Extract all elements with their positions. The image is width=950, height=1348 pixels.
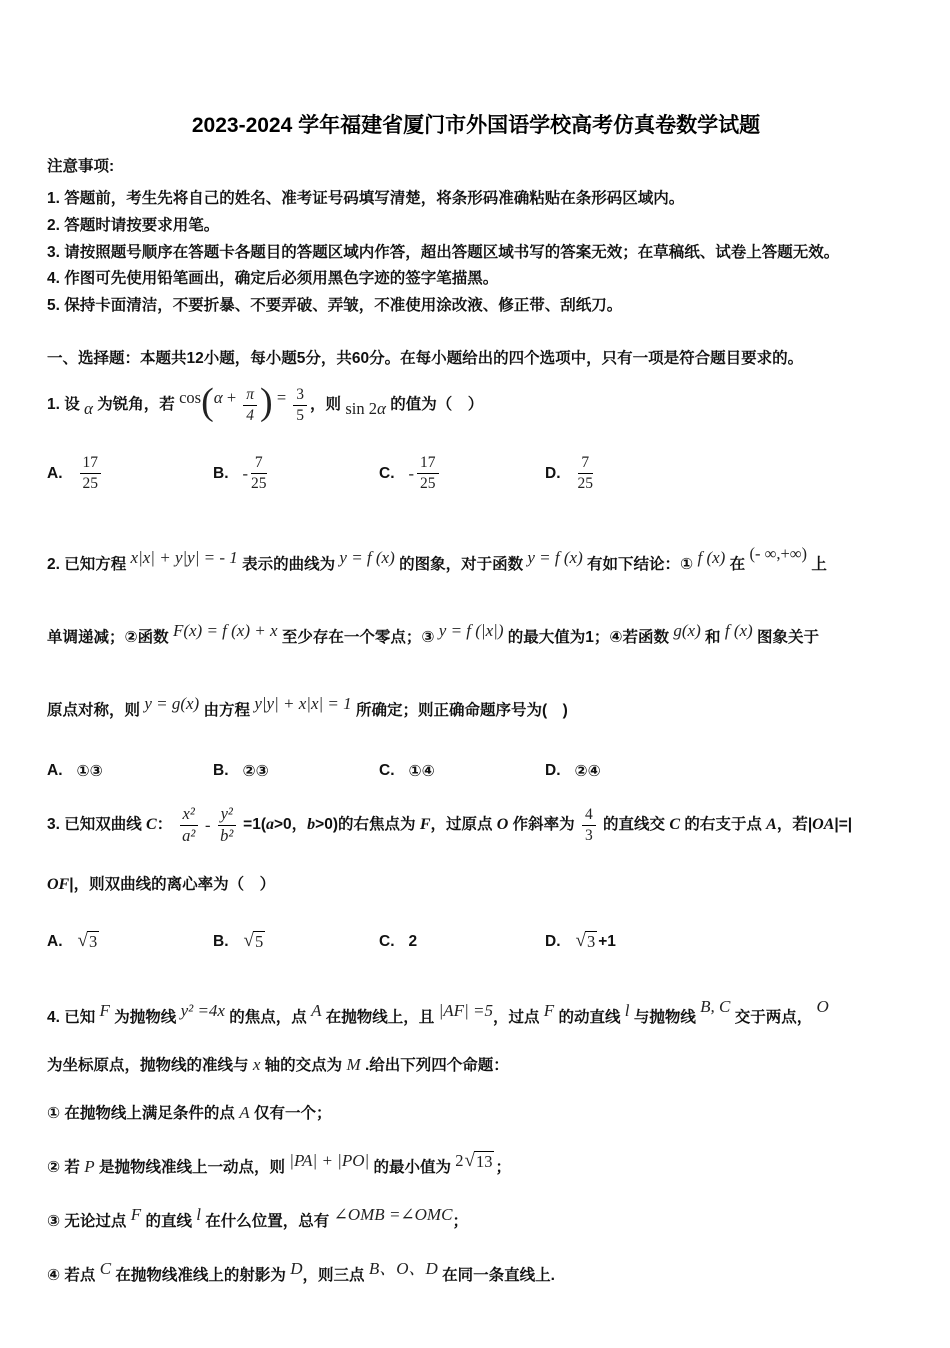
math-bold-variable: OA [812, 815, 835, 833]
text-segment: 交于两点， [730, 1008, 817, 1026]
question-line [47, 1098, 905, 1129]
math-bold-variable: OF [47, 875, 70, 893]
math-roman-segment: - [242, 463, 248, 483]
text-segment: 轴的交点为 [260, 1056, 347, 1074]
text-segment: 的最小值为 [369, 1158, 456, 1176]
option-label: B. [213, 464, 229, 482]
math-sqrt [244, 931, 266, 953]
math-italic-segment: |PA| + |PO| [289, 1150, 370, 1170]
option [545, 762, 601, 781]
fraction-numerator: 7 [578, 454, 594, 474]
text-segment: |，则双曲线的离心率为（ ） [69, 875, 276, 893]
text-segment: ① 在抛物线上满足条件的点 [47, 1104, 240, 1122]
math-fraction [243, 386, 257, 425]
option-label: B. [213, 932, 229, 950]
text-segment: 在同一条直线上. [437, 1266, 555, 1284]
fraction-numerator: π [243, 386, 257, 406]
math-fraction [251, 454, 267, 493]
text-segment: 在 [725, 555, 750, 573]
options-row [47, 922, 905, 962]
math-italic-segment: B, C [700, 996, 731, 1016]
question-line [47, 539, 905, 580]
math-italic-segment: x|x| + y|y| = - 1 [130, 547, 238, 567]
fraction-denominator: 4 [246, 406, 255, 424]
math-italic-segment: x [252, 1054, 261, 1074]
math-italic-segment: α [376, 398, 386, 418]
question-line [47, 616, 905, 653]
fraction-numerator: 17 [417, 454, 439, 474]
option-label: C. [379, 932, 395, 950]
text-segment: 1. 设 [47, 395, 85, 413]
text-segment: 在抛物线准线上的射影为 [111, 1266, 291, 1284]
option [47, 931, 213, 953]
text-segment: ，则三点 [302, 1266, 369, 1284]
math-italic-segment: l [624, 1000, 630, 1020]
math-italic-segment: |AF| =5 [438, 1000, 493, 1020]
radical-sign-icon: √ [575, 929, 586, 951]
question-1 [47, 383, 905, 499]
math-sqrt [576, 931, 598, 953]
math-roman-segment: + [222, 387, 241, 407]
fraction-denominator: 25 [251, 475, 267, 493]
fraction-numerator: y² [218, 805, 236, 826]
math-roman-segment: (- ∞,+∞) [749, 543, 808, 563]
text-segment: 4. 已知 [47, 1008, 100, 1026]
text-segment: 图象关于 [752, 628, 820, 646]
radicand: 5 [254, 931, 264, 951]
text-segment: ②④ [574, 762, 601, 780]
option [545, 931, 616, 953]
math-roman-segment: 2 [455, 1150, 464, 1170]
text-segment: +1 [598, 932, 616, 950]
text-segment: ，若| [776, 815, 813, 833]
text-segment: >0)的右焦点为 [315, 815, 420, 833]
math-roman-segment: - [200, 815, 215, 835]
question-line [47, 1254, 905, 1291]
text-segment: .给出下列四个命题： [360, 1056, 509, 1074]
text-segment: ，则 [310, 395, 346, 413]
math-italic-segment: F [543, 1000, 555, 1020]
text-segment: =1( [238, 815, 266, 833]
text-segment: ④ 若点 [47, 1266, 100, 1284]
text-segment: 在什么位置，总有 [201, 1212, 334, 1230]
text-segment: 的右支于点 [680, 815, 767, 833]
question-line [47, 1146, 905, 1183]
text-segment: 单调递减；②函数 [47, 628, 173, 646]
math-fraction [578, 454, 594, 493]
fraction-denominator: a² [182, 825, 196, 845]
text-segment: 表示的曲线为 [237, 555, 340, 573]
math-fraction [180, 805, 198, 846]
math-italic-segment: l [196, 1204, 201, 1224]
option-label: C. [379, 762, 395, 780]
math-bold-variable: A [766, 815, 777, 833]
question-line [47, 1200, 905, 1237]
question-line [47, 689, 905, 726]
math-italic-segment: y = g(x) [144, 693, 200, 713]
math-italic-segment: F [130, 1204, 142, 1224]
math-bold-variable: O [496, 815, 509, 833]
math-fraction [80, 454, 102, 493]
math-italic-segment: F(x) = f (x) + x [172, 620, 278, 640]
text-segment: 2. 已知方程 [47, 555, 131, 573]
math-italic-segment: A [311, 1000, 322, 1020]
option [379, 762, 545, 781]
math-italic-segment: y² =4x [180, 1000, 225, 1020]
radical-sign-icon: √ [464, 1149, 475, 1171]
text-segment: ； [452, 1212, 468, 1230]
text-segment: ①③ [76, 762, 103, 780]
radical-sign-icon: √ [243, 929, 254, 951]
text-segment: 为坐标原点，抛物线的准线与 [47, 1056, 253, 1074]
text-segment: ，过原点 [430, 815, 497, 833]
math-italic-segment: A [239, 1102, 250, 1122]
text-segment: 的直线 [141, 1212, 197, 1230]
section-header: 一、选择题：本题共12小题，每小题5分，共60分。在每小题给出的四个选项中，只有一项是符合题目要求的。 [47, 349, 804, 367]
fraction-denominator: 25 [577, 475, 593, 493]
math-italic-segment: O [816, 996, 829, 1016]
text-segment: 为锐角，若 [92, 395, 180, 413]
math-italic-segment: y = f (x) [339, 547, 395, 567]
text-segment: 作斜率为 [508, 815, 579, 833]
text-segment: 的最大值为1；④若函数 [503, 628, 674, 646]
options-row [47, 449, 905, 499]
option [213, 931, 379, 953]
text-segment: 2 [408, 932, 418, 950]
fraction-numerator: x² [180, 805, 198, 826]
math-bold-variable: F [419, 815, 431, 833]
notice-item: 4. 作图可先使用铅笔画出，确定后必须用黑色字迹的签字笔描黑。 [47, 270, 499, 288]
question-line [47, 870, 905, 900]
option [213, 762, 379, 781]
question-2 [47, 539, 905, 781]
fraction-numerator: 7 [251, 454, 267, 474]
notice-item: 3. 请按照题号顺序在答题卡各题目的答题区域内作答，超出答题区域书写的答案无效；在草稿纸、试卷上答题无效。 [47, 243, 840, 261]
radicand: 13 [475, 1151, 493, 1171]
text-segment: 和 [700, 628, 725, 646]
text-segment: >0， [273, 815, 308, 833]
big-paren: ) [260, 381, 273, 424]
math-fraction [417, 454, 439, 493]
math-italic-segment: g(x) [673, 620, 701, 640]
question-line [47, 805, 905, 846]
notice-header: 注意事项: [47, 158, 115, 175]
question-4 [47, 992, 905, 1291]
text-segment: 的焦点，点 [224, 1008, 312, 1026]
text-segment: ； [495, 1158, 511, 1176]
options-row [47, 762, 905, 781]
math-italic-segment: ∠OMB =∠OMC [333, 1204, 453, 1224]
math-sqrt [465, 1151, 495, 1173]
text-segment: 至少存在一个零点；③ [277, 628, 439, 646]
text-segment: 由方程 [199, 701, 255, 719]
math-italic-segment: M [346, 1054, 361, 1074]
option [47, 762, 213, 781]
text-segment: 是抛物线准线上一动点，则 [94, 1158, 290, 1176]
math-italic-segment: y|y| + x|x| = 1 [254, 693, 352, 713]
math-bold-variable: C [146, 815, 157, 833]
math-sqrt [78, 931, 100, 953]
text-segment: 仅有一个； [249, 1104, 332, 1122]
text-segment: 原点对称，则 [47, 701, 145, 719]
fraction-numerator: 17 [80, 454, 102, 474]
fraction-denominator: b² [220, 825, 234, 845]
question-3 [47, 805, 905, 962]
radical-sign-icon: √ [77, 929, 88, 951]
option-label: D. [545, 932, 561, 950]
radicand: 3 [586, 931, 596, 951]
math-fraction [218, 805, 236, 846]
math-bold-variable: b [307, 815, 316, 833]
notice-item: 1. 答题前，考生先将自己的姓名、准考证号码填写清楚，将条形码准确粘贴在条形码区域内。 [47, 190, 685, 207]
option-label: B. [213, 762, 229, 780]
radicand: 3 [88, 931, 98, 951]
math-bold-variable: a [265, 815, 274, 833]
text-segment: ： [156, 815, 177, 833]
option [379, 454, 545, 493]
option-label: D. [545, 464, 561, 482]
math-roman-segment: sin 2 [345, 398, 377, 418]
math-italic-segment: C [99, 1258, 112, 1278]
math-italic-segment: α [84, 398, 93, 418]
fraction-denominator: 25 [420, 475, 436, 493]
fraction-numerator: 4 [582, 806, 596, 826]
big-paren: ( [201, 381, 214, 424]
math-italic-segment: y = f (x) [527, 547, 583, 567]
text-segment: 的图象，对于函数 [394, 555, 528, 573]
text-segment: 在抛物线上，且 [321, 1008, 439, 1026]
option-label: A. [47, 464, 63, 482]
text-segment: 的值为（ ） [385, 395, 484, 413]
option-label: A. [47, 762, 63, 780]
question-line [47, 1050, 905, 1081]
notice-item: 2. 答题时请按要求用笔。 [47, 216, 220, 234]
fraction-denominator: 5 [296, 406, 304, 424]
math-roman-segment: cos [179, 387, 202, 407]
option-label: C. [379, 464, 395, 482]
text-segment: ③ 无论过点 [47, 1212, 131, 1230]
option [379, 933, 545, 951]
math-fraction [293, 386, 307, 425]
text-segment: 有如下结论：① [582, 555, 698, 573]
option-label: D. [545, 762, 561, 780]
math-bold-variable: C [669, 815, 681, 833]
math-roman-segment: = [272, 387, 291, 407]
math-italic-segment: D [290, 1258, 303, 1278]
question-line [47, 383, 905, 425]
math-italic-segment: P [84, 1156, 95, 1176]
fraction-numerator: 3 [293, 386, 307, 406]
questions-container [47, 383, 905, 1291]
math-italic-segment: α [213, 387, 223, 407]
option-label: A. [47, 932, 63, 950]
text-segment: ② 若 [47, 1158, 85, 1176]
page-title: 2023-2024 学年福建省厦门市外国语学校高考仿真卷数学试题 [191, 114, 761, 137]
math-fraction [582, 806, 596, 845]
text-segment: 上 [807, 555, 827, 573]
text-segment: 的动直线 [554, 1008, 625, 1026]
fraction-denominator: 3 [584, 826, 593, 844]
math-italic-segment: B、O、D [368, 1258, 438, 1278]
fraction-denominator: 25 [82, 475, 98, 493]
option [545, 454, 596, 493]
text-segment: |=| [834, 815, 853, 833]
math-italic-segment: f (x) [724, 620, 753, 640]
notice-item: 5. 保持卡面清洁，不要折暴、不要弄破、弄皱，不准使用涂改液、修正带、刮纸刀。 [47, 297, 623, 315]
text-segment: 的直线交 [598, 815, 670, 833]
option [213, 454, 379, 493]
question-line [47, 992, 905, 1033]
notice-list [47, 186, 905, 320]
text-segment: ②③ [242, 762, 269, 780]
math-italic-segment: y = f (|x|) [438, 620, 504, 640]
math-italic-segment: f (x) [697, 547, 726, 567]
text-segment: 为抛物线 [109, 1008, 181, 1026]
text-segment: 3. 已知双曲线 [47, 815, 147, 833]
text-segment: ①④ [408, 762, 435, 780]
text-segment: ，过点 [492, 1008, 544, 1026]
math-italic-segment: F [99, 1000, 110, 1020]
text-segment: 与抛物线 [629, 1008, 701, 1026]
option [47, 454, 213, 493]
text-segment: 所确定；则正确命题序号为( ) [351, 701, 568, 719]
math-roman-segment: - [408, 463, 414, 483]
